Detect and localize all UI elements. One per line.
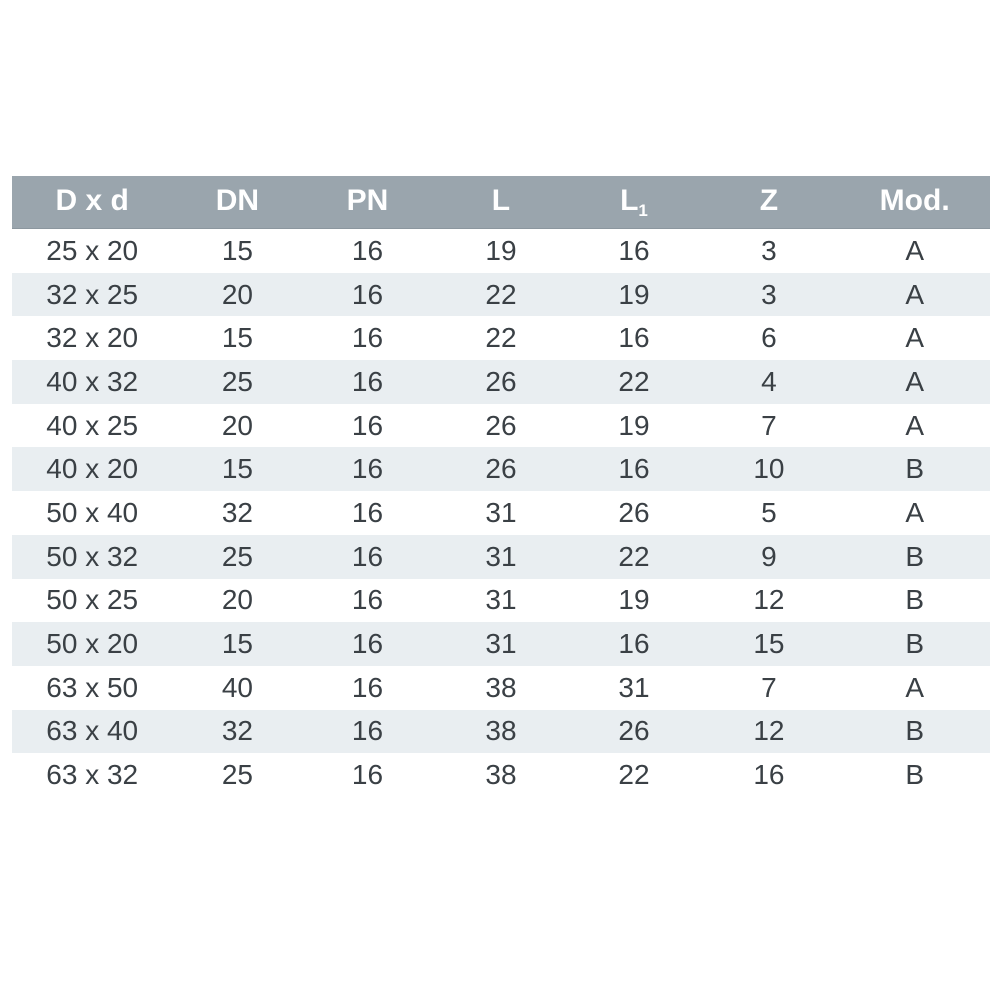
table-cell: 16 <box>302 753 432 797</box>
table-cell: 16 <box>569 316 698 360</box>
table-cell: 15 <box>172 229 302 273</box>
table-cell: 50 x 32 <box>12 535 172 579</box>
table-row <box>12 622 990 666</box>
table-cell: 16 <box>302 316 432 360</box>
table-cell: 32 <box>172 491 302 535</box>
table-cell: 16 <box>302 491 432 535</box>
column-header-l1: $L_1$ <box>569 176 698 229</box>
table-row <box>12 666 990 710</box>
table-row <box>12 710 990 754</box>
table-cell: 15 <box>172 447 302 491</box>
table-cell: 26 <box>433 404 570 448</box>
table-cell: 16 <box>302 710 432 754</box>
column-header-z: Z <box>699 176 840 229</box>
table-cell: A <box>839 666 990 710</box>
table-cell: 22 <box>433 316 570 360</box>
table-cell: 40 x 32 <box>12 360 172 404</box>
table-cell: 19 <box>569 579 698 623</box>
table-cell: B <box>839 535 990 579</box>
table-cell: B <box>839 447 990 491</box>
table-cell: 16 <box>302 622 432 666</box>
table-cell: A <box>839 491 990 535</box>
table-cell: 25 x 20 <box>12 229 172 273</box>
table-cell: 5 <box>699 491 840 535</box>
table-cell: A <box>839 360 990 404</box>
table-cell: 40 x 25 <box>12 404 172 448</box>
table-cell: 19 <box>569 273 698 317</box>
table-body <box>12 229 990 797</box>
table-cell: 16 <box>302 404 432 448</box>
table-cell: 16 <box>302 535 432 579</box>
table-cell: 20 <box>172 273 302 317</box>
table-header <box>12 176 990 229</box>
column-header-dxd: D x d <box>12 176 172 229</box>
table-row <box>12 273 990 317</box>
table-cell: 26 <box>569 491 698 535</box>
table-cell: 26 <box>433 447 570 491</box>
table-cell: 16 <box>302 579 432 623</box>
table-cell: 31 <box>433 622 570 666</box>
table-cell: 16 <box>302 273 432 317</box>
table-cell: 31 <box>433 491 570 535</box>
table-row <box>12 360 990 404</box>
table-cell: B <box>839 710 990 754</box>
table-cell: A <box>839 273 990 317</box>
table-cell: 15 <box>172 316 302 360</box>
table-cell: 7 <box>699 666 840 710</box>
table-row <box>12 753 990 797</box>
table-cell: 31 <box>569 666 698 710</box>
table-cell: 50 x 25 <box>12 579 172 623</box>
table-cell: 19 <box>569 404 698 448</box>
column-header-mod: Mod. <box>839 176 990 229</box>
table-cell: 31 <box>433 535 570 579</box>
table-row <box>12 404 990 448</box>
table-cell: 22 <box>569 535 698 579</box>
column-header-l: L <box>433 176 570 229</box>
table-cell: 3 <box>699 273 840 317</box>
table-cell: 20 <box>172 404 302 448</box>
table-cell: 63 x 50 <box>12 666 172 710</box>
table-cell: 26 <box>433 360 570 404</box>
table-cell: 16 <box>302 666 432 710</box>
table-cell: 9 <box>699 535 840 579</box>
table-row <box>12 229 990 273</box>
table-cell: 10 <box>699 447 840 491</box>
table-cell: 32 x 25 <box>12 273 172 317</box>
dimension-spec-table <box>12 176 990 797</box>
table-row <box>12 316 990 360</box>
column-header-pn: PN <box>302 176 432 229</box>
table-cell: 22 <box>569 753 698 797</box>
table-cell: 15 <box>699 622 840 666</box>
table-cell: B <box>839 622 990 666</box>
table-row <box>12 535 990 579</box>
table-row <box>12 491 990 535</box>
table-cell: B <box>839 579 990 623</box>
table-cell: 19 <box>433 229 570 273</box>
table-cell: 25 <box>172 535 302 579</box>
table-cell: 63 x 32 <box>12 753 172 797</box>
table-cell: 26 <box>569 710 698 754</box>
table-cell: 38 <box>433 710 570 754</box>
table-row <box>12 579 990 623</box>
table-cell: 16 <box>569 229 698 273</box>
table-cell: B <box>839 753 990 797</box>
table-cell: 32 <box>172 710 302 754</box>
table-cell: 16 <box>569 447 698 491</box>
table-row <box>12 447 990 491</box>
table-cell: A <box>839 404 990 448</box>
table-cell: 25 <box>172 360 302 404</box>
table-cell: 22 <box>569 360 698 404</box>
table-cell: A <box>839 316 990 360</box>
table-cell: 40 <box>172 666 302 710</box>
table-cell: 16 <box>699 753 840 797</box>
table-cell: 6 <box>699 316 840 360</box>
table-cell: 20 <box>172 579 302 623</box>
table-cell: 22 <box>433 273 570 317</box>
spec-table-container <box>12 176 990 797</box>
table-cell: 3 <box>699 229 840 273</box>
table-cell: 25 <box>172 753 302 797</box>
column-header-dn: DN <box>172 176 302 229</box>
table-cell: 38 <box>433 666 570 710</box>
table-cell: 63 x 40 <box>12 710 172 754</box>
table-cell: 16 <box>302 360 432 404</box>
table-cell: 38 <box>433 753 570 797</box>
table-cell: 16 <box>569 622 698 666</box>
table-cell: 31 <box>433 579 570 623</box>
table-cell: 4 <box>699 360 840 404</box>
table-cell: 12 <box>699 710 840 754</box>
table-cell: 12 <box>699 579 840 623</box>
table-cell: 50 x 40 <box>12 491 172 535</box>
table-cell: 16 <box>302 447 432 491</box>
table-cell: 50 x 20 <box>12 622 172 666</box>
table-cell: 40 x 20 <box>12 447 172 491</box>
table-cell: A <box>839 229 990 273</box>
table-cell: 32 x 20 <box>12 316 172 360</box>
table-cell: 15 <box>172 622 302 666</box>
table-cell: 16 <box>302 229 432 273</box>
table-cell: 7 <box>699 404 840 448</box>
table-header-row <box>12 176 990 229</box>
